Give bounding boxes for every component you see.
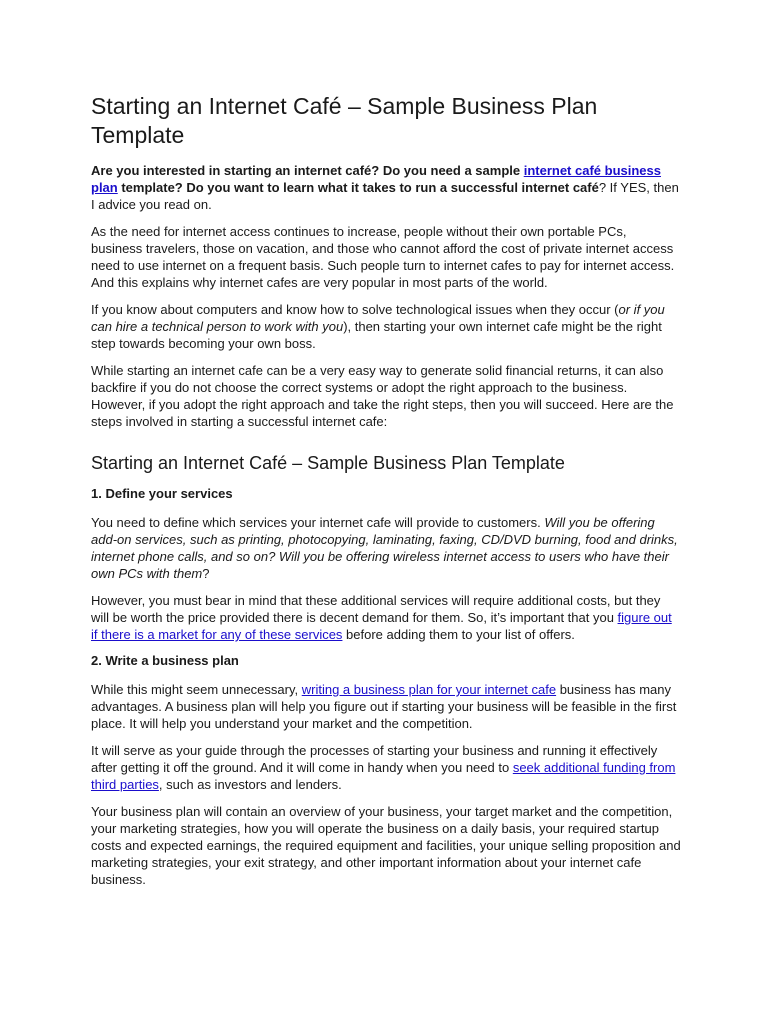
intro-tail: ? If YES, then I advice you read on. [91,180,679,212]
step-2-paragraph-2-text-a: It will serve as your guide through the processes of starting your business and running it effectively after getting it off the ground. And it will come in handy when you need to [91,743,658,775]
paragraph-computers [91,301,681,352]
intro-paragraph [91,162,681,213]
seek-funding-link[interactable]: seek additional funding from third parties [91,760,676,792]
market-for-services-link[interactable]: figure out if there is a market for any of these services [91,610,672,642]
document-page [91,92,681,898]
writing-business-plan-link[interactable]: writing a business plan for your internet cafe [301,682,557,697]
section-subtitle: Starting an Internet Café – Sample Business Plan Template [91,453,565,473]
step-2-paragraph-3: Your business plan will contain an overview of your business, your target market and the competition, your marketing strategies, how you will operate the business on a daily basis, your required startup costs and expected earnings, the required equipment and facilities, your unique selling proposition and marketing strategies, your exit strategy, and other important information about your internet cafe business. [91,804,681,887]
step-2-paragraph-1-text-b: business has many advantages. A business plan will help you figure out if starting your business will be feasible in the first place. It will help you understand your market and the competition. [91,682,677,731]
intro-question-part-1: Are you interested in starting an internet café? Do you need a sample [91,163,524,178]
paragraph-computers-italic: or if you can hire a technical person to work with you [91,302,665,334]
internet-cafe-business-plan-link[interactable]: internet café business plan [91,163,661,195]
step-2-paragraph-2 [91,742,681,793]
step-1-paragraph-2-text-b: before adding them to your list of offers. [342,627,575,642]
paragraph-returns: While starting an internet cafe can be a very easy way to generate solid financial returns, it can also backfire if you do not choose the correct systems or adopt the right approach to the business. However, if you adopt the right approach and take the right steps, then you will succeed. Here are the steps involved in starting a successful internet cafe: [91,363,674,429]
step-1-paragraph-1 [91,514,681,582]
paragraph-computers-text-b: ), then starting your own internet cafe might be the right step towards becoming your own boss. [91,319,662,351]
step-2-paragraph-2-text-b: , such as investors and lenders. [158,777,342,792]
step-1-paragraph-1-text: You need to define which services your internet cafe will provide to customers. [91,515,545,530]
step-1-paragraph-1-end: ? [202,566,210,581]
paragraph-need-for-access: As the need for internet access continues to increase, people without their own portable PCs, business travelers, those on vacation, and those who cannot afford the cost of private internet access need to use internet on a frequent basis. Such people turn to internet cafes to pay for internet access. And this explains why internet cafes are very popular in most parts of the world. [91,224,675,290]
intro-question-part-2: template? Do you want to learn what it takes to run a successful internet café [117,180,599,195]
step-2-paragraph-1 [91,681,681,732]
step-2-heading: 2. Write a business plan [91,653,239,668]
step-1-paragraph-1-italic: Will you be offering add-on services, such as printing, photocopying, laminating, faxing, CD/DVD burning, food and drinks, internet phone calls, and so on? Will you be offering wireless internet access to users who have their own PCs with them [91,515,678,581]
paragraph-computers-text-a: If you know about computers and know how to solve technological issues when they occur ( [91,302,619,317]
step-1-paragraph-2 [91,592,681,643]
page-title: Starting an Internet Café – Sample Business Plan Template [91,93,598,148]
step-2-paragraph-1-text-a: While this might seem unnecessary, [91,682,302,697]
step-1-heading: 1. Define your services [91,486,233,501]
step-1-paragraph-2-text-a: However, you must bear in mind that these additional services will require additional costs, but they will be worth the price provided there is decent demand for them. So, it’s important that you [91,593,661,625]
